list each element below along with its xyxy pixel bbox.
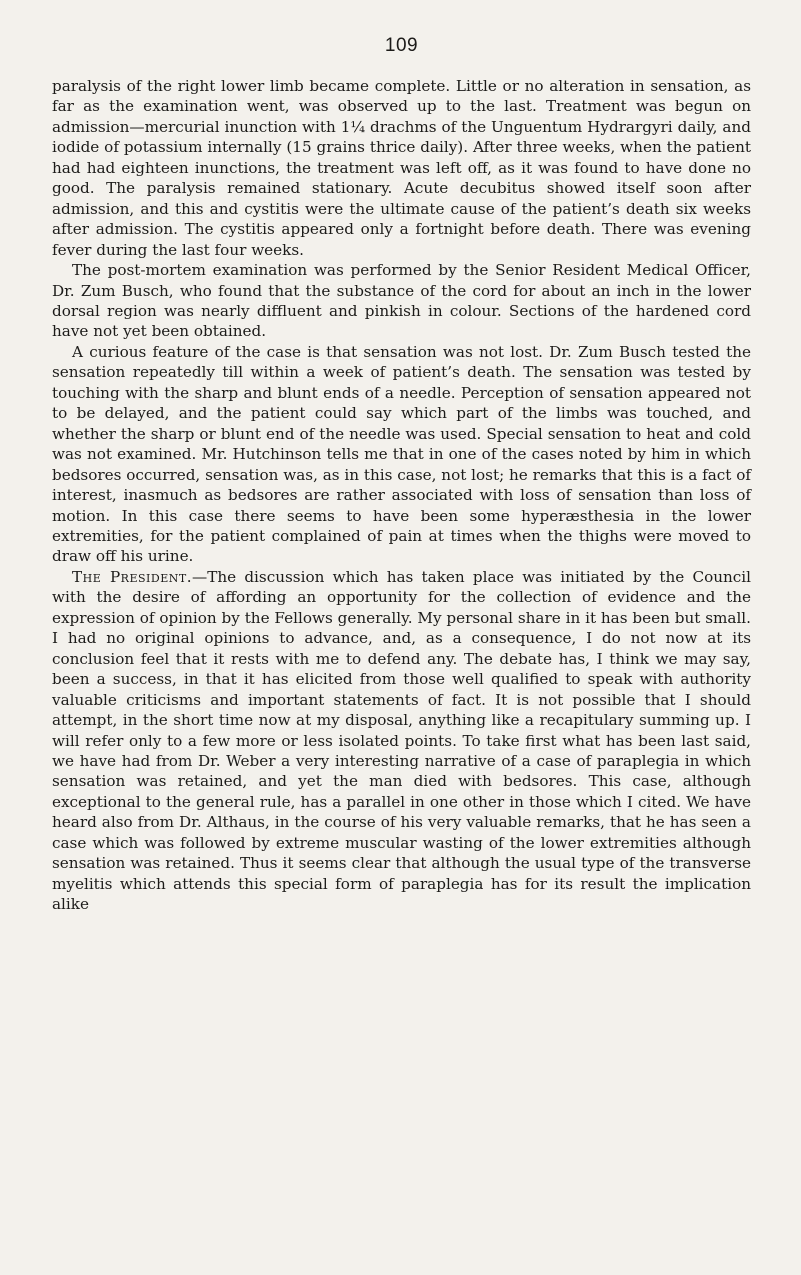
page-number: 109 — [384, 35, 419, 56]
paragraph-sensation: A curious feature of the case is that sensation was not lost. Dr. Zum Busch tested the sensation repeatedly till within a week of patient’s death. The sensation was tested by touching with the sharp and blunt ends of a needle. Perception of sensation appeared not to be delayed, and the patient could say which part of the limbs was touched, and whether the sharp or blunt end of the needle was used. Special sensation to heat and cold was not examined. Mr. Hutchinson tells me that in one of the cases noted by him in which bedsores occurred, sensation was, as in this case, not lost; he remarks that this is a fact of interest, inasmuch as bedsores are rather associated with loss of sensation than loss of motion. In this case there seems to have been some hyperæsthesia in the lower extremities, for the patient complained of pain at times when the thighs were moved to draw off his urine. — [52, 342, 751, 566]
paragraph-president-text: —The discussion which has taken place was initiated by the Council with the desire of affording an opportunity for the collection of evidence and the expression of opinion by the Fellows generally. My personal share in it has been but small. I had no original opinions to advance, and, as a consequence, I do not now at its conclusion feel that it rests with me to defend any. The debate has, I think we may say, been a success, in that it has elicited from those well qualified to speak with authority valuable criticisms and important statements of fact. It is not possible that I should attempt, in the short time now at my disposal, anything like a recapitulary summing up. I will refer only to a few more or less isolated points. To take first what has been last said, we have had from Dr. Weber a very interesting narrative of a case of paraplegia in which sensation was retained, and yet the man died with bedsores. This case, although exceptional to the general rule, has a parallel in one other in those which I cited. We have heard also from Dr. Althaus, in the course of his very valuable remarks, that he has seen a case which was followed by extreme muscular wasting of the lower extremities although sensation was retained. Thus it seems clear that although the usual type of the transverse myelitis which attends this special form of paraplegia has for its result the implication alike — [52, 567, 751, 914]
speaker-label: The President. — [72, 567, 193, 586]
body-text — [52, 76, 751, 915]
paragraph-case-history: paralysis of the right lower limb became complete. Little or no alteration in sensation, as far as the examination went, was observed up to the last. Treatment was begun on admission—mercurial inunction with 1¼ drachms of the Unguentum Hydrargyri daily, and iodide of potassium internally (15 grains thrice daily). After three weeks, when the patient had had eighteen inunctions, the treatment was left off, as it was found to have done no good. The paralysis remained stationary. Acute decubitus showed itself soon after admission, and this and cystitis were the ultimate cause of the patient’s death six weeks after admission. The cystitis appeared only a fortnight before death. There was evening fever during the last four weeks. — [52, 77, 751, 259]
paragraph-president — [52, 567, 751, 915]
paragraph-post-mortem: The post-mortem examination was performed by the Senior Resident Medical Officer, Dr. Zum Busch, who found that the substance of the cord for about an inch in the lower dorsal region was nearly diffluent and pinkish in colour. Sections of the hardened cord have not yet been obtained. — [52, 261, 751, 341]
